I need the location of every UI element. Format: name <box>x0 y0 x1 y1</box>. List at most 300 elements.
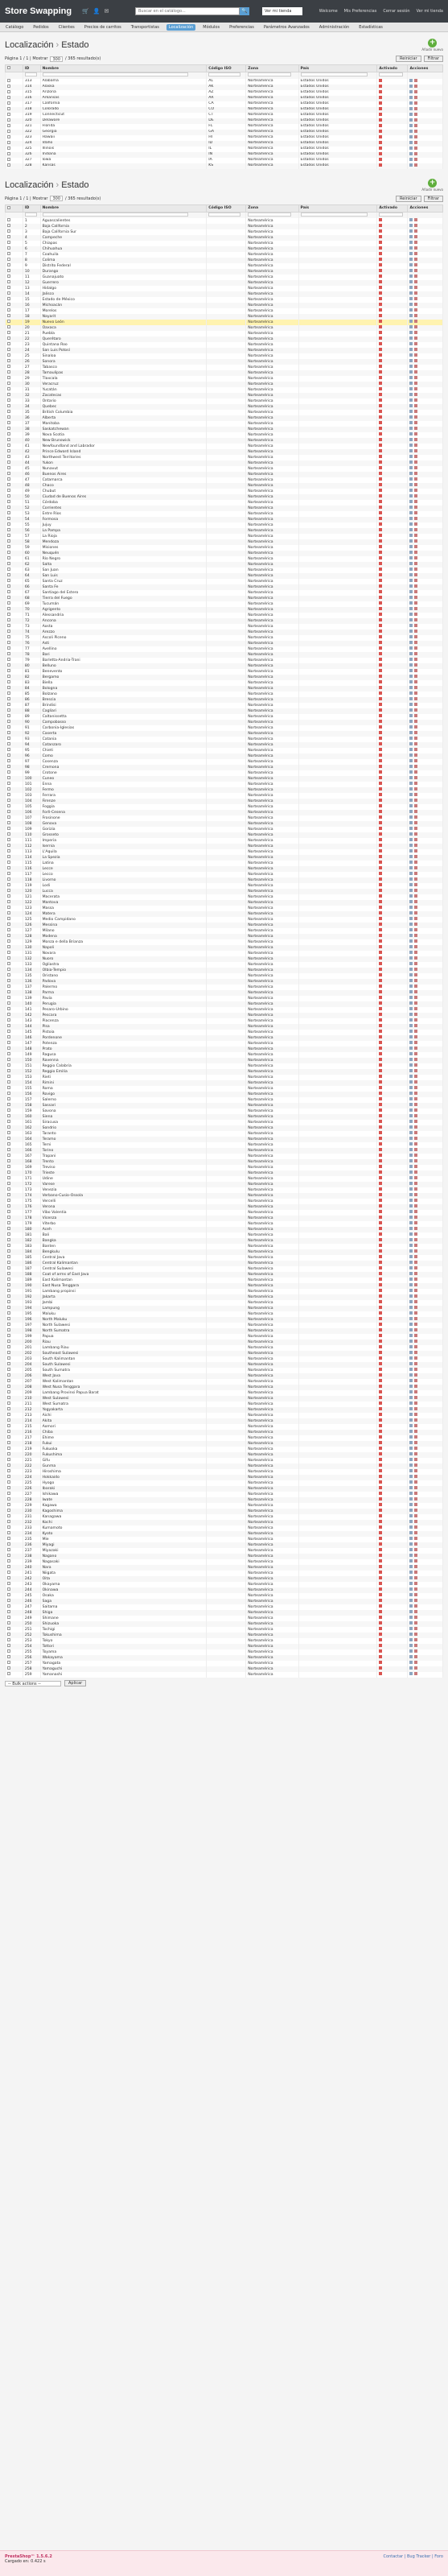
table-row[interactable] <box>6 1373 443 1379</box>
disabled-status-icon[interactable] <box>379 1644 382 1647</box>
disabled-status-icon[interactable] <box>379 968 382 971</box>
row-checkbox[interactable] <box>7 398 10 402</box>
delete-icon[interactable] <box>414 494 417 497</box>
table-row[interactable] <box>6 1486 443 1492</box>
disabled-status-icon[interactable] <box>379 1165 382 1168</box>
edit-icon[interactable] <box>409 844 413 847</box>
row-checkbox[interactable] <box>7 124 10 127</box>
disabled-status-icon[interactable] <box>379 1396 382 1399</box>
edit-icon[interactable] <box>409 962 413 965</box>
edit-icon[interactable] <box>409 449 413 452</box>
disabled-status-icon[interactable] <box>379 1097 382 1100</box>
disabled-status-icon[interactable] <box>379 951 382 954</box>
edit-icon[interactable] <box>409 291 413 295</box>
edit-icon[interactable] <box>409 534 413 537</box>
row-checkbox[interactable] <box>7 1413 10 1416</box>
disabled-status-icon[interactable] <box>379 556 382 559</box>
delete-icon[interactable] <box>414 353 417 357</box>
edit-icon[interactable] <box>409 759 413 762</box>
delete-icon[interactable] <box>414 1227 417 1230</box>
table-row[interactable] <box>6 90 443 96</box>
delete-icon[interactable] <box>414 517 417 520</box>
delete-icon[interactable] <box>414 596 417 599</box>
table-row[interactable] <box>6 1385 443 1390</box>
table-row[interactable] <box>6 579 443 584</box>
disabled-status-icon[interactable] <box>379 252 382 255</box>
edit-icon[interactable] <box>409 353 413 357</box>
delete-icon[interactable] <box>414 415 417 419</box>
edit-icon[interactable] <box>409 838 413 841</box>
delete-icon[interactable] <box>414 1542 417 1546</box>
delete-icon[interactable] <box>414 460 417 464</box>
row-checkbox[interactable] <box>7 928 10 931</box>
delete-icon[interactable] <box>414 968 417 971</box>
edit-icon[interactable] <box>409 365 413 368</box>
delete-icon[interactable] <box>414 370 417 374</box>
disabled-status-icon[interactable] <box>379 438 382 441</box>
table-row[interactable] <box>6 1480 443 1486</box>
edit-icon[interactable] <box>409 517 413 520</box>
disabled-status-icon[interactable] <box>379 1114 382 1117</box>
row-checkbox[interactable] <box>7 438 10 441</box>
select-all-checkbox[interactable] <box>7 66 10 69</box>
delete-icon[interactable] <box>414 584 417 588</box>
row-checkbox[interactable] <box>7 1278 10 1281</box>
row-checkbox[interactable] <box>7 1075 10 1078</box>
row-checkbox[interactable] <box>7 404 10 407</box>
table-row[interactable] <box>6 962 443 968</box>
disabled-status-icon[interactable] <box>379 652 382 655</box>
delete-icon[interactable] <box>414 1063 417 1067</box>
edit-icon[interactable] <box>409 1278 413 1281</box>
menu-item[interactable]: Catálogo <box>6 24 24 30</box>
delete-icon[interactable] <box>414 928 417 931</box>
edit-icon[interactable] <box>409 460 413 464</box>
row-checkbox[interactable] <box>7 1520 10 1523</box>
delete-icon[interactable] <box>414 1069 417 1072</box>
edit-icon[interactable] <box>409 1165 413 1168</box>
edit-icon[interactable] <box>409 1587 413 1591</box>
disabled-status-icon[interactable] <box>379 1187 382 1191</box>
delete-icon[interactable] <box>414 1559 417 1563</box>
row-checkbox[interactable] <box>7 990 10 993</box>
table-row[interactable] <box>6 1345 443 1351</box>
table-row[interactable] <box>6 714 443 720</box>
delete-icon[interactable] <box>414 1334 417 1337</box>
delete-icon[interactable] <box>414 1582 417 1585</box>
disabled-status-icon[interactable] <box>379 494 382 497</box>
delete-icon[interactable] <box>414 1548 417 1551</box>
table-row[interactable] <box>6 118 443 124</box>
edit-icon[interactable] <box>409 556 413 559</box>
table-row[interactable] <box>6 85 443 90</box>
delete-icon[interactable] <box>414 1244 417 1247</box>
row-checkbox[interactable] <box>7 336 10 340</box>
table-row[interactable] <box>6 365 443 370</box>
delete-icon[interactable] <box>414 124 417 127</box>
disabled-status-icon[interactable] <box>379 1086 382 1089</box>
delete-icon[interactable] <box>414 956 417 960</box>
edit-icon[interactable] <box>409 1024 413 1027</box>
row-checkbox[interactable] <box>7 1356 10 1360</box>
edit-icon[interactable] <box>409 1001 413 1005</box>
table-row[interactable] <box>6 398 443 404</box>
menu-item[interactable]: Clientes <box>58 24 75 30</box>
row-checkbox[interactable] <box>7 945 10 948</box>
row-checkbox[interactable] <box>7 810 10 813</box>
disabled-status-icon[interactable] <box>379 1232 382 1236</box>
table-row[interactable] <box>6 158 443 163</box>
table-row[interactable] <box>6 658 443 663</box>
delete-icon[interactable] <box>414 158 417 161</box>
disabled-status-icon[interactable] <box>379 353 382 357</box>
row-checkbox[interactable] <box>7 1046 10 1050</box>
edit-icon[interactable] <box>409 511 413 514</box>
disabled-status-icon[interactable] <box>379 286 382 289</box>
row-checkbox[interactable] <box>7 1475 10 1478</box>
disabled-status-icon[interactable] <box>379 1576 382 1579</box>
disabled-status-icon[interactable] <box>379 1018 382 1022</box>
table-row[interactable] <box>6 703 443 708</box>
delete-icon[interactable] <box>414 163 417 167</box>
table-row[interactable] <box>6 534 443 539</box>
disabled-status-icon[interactable] <box>379 235 382 238</box>
edit-icon[interactable] <box>409 1514 413 1517</box>
delete-icon[interactable] <box>414 511 417 514</box>
row-checkbox[interactable] <box>7 1097 10 1100</box>
delete-icon[interactable] <box>414 314 417 317</box>
table-row[interactable] <box>6 1469 443 1475</box>
table-row[interactable] <box>6 731 443 737</box>
row-checkbox[interactable] <box>7 1131 10 1134</box>
edit-icon[interactable] <box>409 1266 413 1269</box>
delete-icon[interactable] <box>414 1497 417 1501</box>
edit-icon[interactable] <box>409 466 413 469</box>
edit-icon[interactable] <box>409 489 413 492</box>
edit-icon[interactable] <box>409 1492 413 1495</box>
delete-icon[interactable] <box>414 1289 417 1292</box>
edit-icon[interactable] <box>409 1080 413 1084</box>
row-checkbox[interactable] <box>7 455 10 458</box>
disabled-status-icon[interactable] <box>379 1492 382 1495</box>
menu-item[interactable]: Administración <box>319 24 350 30</box>
table-row[interactable] <box>6 877 443 883</box>
row-checkbox[interactable] <box>7 793 10 796</box>
table-row[interactable] <box>6 1300 443 1306</box>
row-checkbox[interactable] <box>7 1638 10 1641</box>
delete-icon[interactable] <box>414 1616 417 1619</box>
delete-icon[interactable] <box>414 1199 417 1202</box>
row-checkbox[interactable] <box>7 1649 10 1653</box>
disabled-status-icon[interactable] <box>379 703 382 706</box>
table-row[interactable] <box>6 1396 443 1402</box>
table-row[interactable] <box>6 224 443 229</box>
edit-icon[interactable] <box>409 427 413 430</box>
edit-icon[interactable] <box>409 1424 413 1427</box>
delete-icon[interactable] <box>414 1131 417 1134</box>
disabled-status-icon[interactable] <box>379 1509 382 1512</box>
row-checkbox[interactable] <box>7 314 10 317</box>
table-row[interactable] <box>6 1649 443 1655</box>
disabled-status-icon[interactable] <box>379 308 382 312</box>
disabled-status-icon[interactable] <box>379 113 382 116</box>
row-checkbox[interactable] <box>7 641 10 644</box>
table-row[interactable] <box>6 652 443 658</box>
table-row[interactable] <box>6 331 443 336</box>
edit-icon[interactable] <box>409 1385 413 1388</box>
row-checkbox[interactable] <box>7 686 10 689</box>
edit-icon[interactable] <box>409 968 413 971</box>
edit-icon[interactable] <box>409 1497 413 1501</box>
table-row[interactable] <box>6 1542 443 1548</box>
disabled-status-icon[interactable] <box>379 1193 382 1196</box>
edit-icon[interactable] <box>409 130 413 133</box>
delete-icon[interactable] <box>414 545 417 548</box>
disabled-status-icon[interactable] <box>379 686 382 689</box>
table-row[interactable] <box>6 680 443 686</box>
delete-icon[interactable] <box>414 1587 417 1591</box>
table-row[interactable] <box>6 1306 443 1311</box>
row-checkbox[interactable] <box>7 449 10 452</box>
row-checkbox[interactable] <box>7 1125 10 1129</box>
disabled-status-icon[interactable] <box>379 1351 382 1354</box>
row-checkbox[interactable] <box>7 703 10 706</box>
delete-icon[interactable] <box>414 675 417 678</box>
disabled-status-icon[interactable] <box>379 1266 382 1269</box>
delete-icon[interactable] <box>414 1340 417 1343</box>
disabled-status-icon[interactable] <box>379 579 382 582</box>
disabled-status-icon[interactable] <box>379 359 382 362</box>
edit-icon[interactable] <box>409 398 413 402</box>
table-row[interactable] <box>6 432 443 438</box>
table-row[interactable] <box>6 438 443 444</box>
edit-icon[interactable] <box>409 1666 413 1670</box>
table-row[interactable] <box>6 517 443 522</box>
delete-icon[interactable] <box>414 923 417 926</box>
delete-icon[interactable] <box>414 1306 417 1309</box>
edit-icon[interactable] <box>409 404 413 407</box>
edit-icon[interactable] <box>409 477 413 481</box>
delete-icon[interactable] <box>414 708 417 712</box>
row-checkbox[interactable] <box>7 1317 10 1320</box>
delete-icon[interactable] <box>414 130 417 133</box>
table-row[interactable] <box>6 101 443 107</box>
delete-icon[interactable] <box>414 900 417 903</box>
row-checkbox[interactable] <box>7 1402 10 1405</box>
delete-icon[interactable] <box>414 1125 417 1129</box>
delete-icon[interactable] <box>414 1165 417 1168</box>
disabled-status-icon[interactable] <box>379 522 382 526</box>
disabled-status-icon[interactable] <box>379 911 382 914</box>
table-row[interactable] <box>6 883 443 889</box>
table-row[interactable] <box>6 1413 443 1418</box>
row-checkbox[interactable] <box>7 985 10 988</box>
table-row[interactable] <box>6 1447 443 1452</box>
disabled-status-icon[interactable] <box>379 1599 382 1602</box>
disabled-status-icon[interactable] <box>379 291 382 295</box>
row-checkbox[interactable] <box>7 573 10 576</box>
table-row[interactable] <box>6 1672 443 1678</box>
delete-icon[interactable] <box>414 697 417 700</box>
row-checkbox[interactable] <box>7 280 10 283</box>
edit-icon[interactable] <box>409 472 413 475</box>
row-checkbox[interactable] <box>7 759 10 762</box>
table-row[interactable] <box>6 410 443 415</box>
edit-icon[interactable] <box>409 584 413 588</box>
delete-icon[interactable] <box>414 85 417 88</box>
row-checkbox[interactable] <box>7 152 10 155</box>
row-checkbox[interactable] <box>7 877 10 881</box>
table-row[interactable] <box>6 1644 443 1649</box>
disabled-status-icon[interactable] <box>379 320 382 323</box>
delete-icon[interactable] <box>414 286 417 289</box>
table-row[interactable] <box>6 511 443 517</box>
edit-icon[interactable] <box>409 1356 413 1360</box>
disabled-status-icon[interactable] <box>379 1587 382 1591</box>
delete-icon[interactable] <box>414 889 417 892</box>
delete-icon[interactable] <box>414 1610 417 1613</box>
delete-icon[interactable] <box>414 1458 417 1461</box>
row-checkbox[interactable] <box>7 731 10 734</box>
edit-icon[interactable] <box>409 1469 413 1472</box>
row-checkbox[interactable] <box>7 968 10 971</box>
row-checkbox[interactable] <box>7 1238 10 1241</box>
row-checkbox[interactable] <box>7 1661 10 1664</box>
row-checkbox[interactable] <box>7 630 10 633</box>
row-checkbox[interactable] <box>7 1559 10 1563</box>
table-row[interactable] <box>6 303 443 308</box>
edit-icon[interactable] <box>409 652 413 655</box>
delete-icon[interactable] <box>414 235 417 238</box>
row-checkbox[interactable] <box>7 1435 10 1439</box>
disabled-status-icon[interactable] <box>379 1216 382 1219</box>
delete-icon[interactable] <box>414 861 417 864</box>
menu-item[interactable]: Pedidos <box>33 24 49 30</box>
top-link-welcome[interactable]: Welcome <box>319 9 338 14</box>
disabled-status-icon[interactable] <box>379 325 382 328</box>
disabled-status-icon[interactable] <box>379 1030 382 1033</box>
delete-icon[interactable] <box>414 1137 417 1140</box>
row-checkbox[interactable] <box>7 956 10 960</box>
row-checkbox[interactable] <box>7 421 10 424</box>
table-row[interactable] <box>6 545 443 551</box>
edit-icon[interactable] <box>409 1396 413 1399</box>
add-new-button[interactable]: + Añadir nuevo <box>421 39 443 52</box>
table-row[interactable] <box>6 147 443 152</box>
delete-icon[interactable] <box>414 1030 417 1033</box>
delete-icon[interactable] <box>414 1621 417 1624</box>
delete-icon[interactable] <box>414 1103 417 1106</box>
table-row[interactable] <box>6 945 443 951</box>
edit-icon[interactable] <box>409 815 413 819</box>
table-row[interactable] <box>6 804 443 810</box>
disabled-status-icon[interactable] <box>379 934 382 937</box>
edit-icon[interactable] <box>409 911 413 914</box>
table-row[interactable] <box>6 1013 443 1018</box>
row-checkbox[interactable] <box>7 1323 10 1326</box>
row-checkbox[interactable] <box>7 1199 10 1202</box>
edit-icon[interactable] <box>409 1542 413 1546</box>
delete-icon[interactable] <box>414 1232 417 1236</box>
table-row[interactable] <box>6 725 443 731</box>
row-checkbox[interactable] <box>7 1035 10 1038</box>
row-checkbox[interactable] <box>7 79 10 82</box>
delete-icon[interactable] <box>414 1283 417 1286</box>
disabled-status-icon[interactable] <box>379 799 382 802</box>
table-row[interactable] <box>6 663 443 669</box>
delete-icon[interactable] <box>414 624 417 627</box>
edit-icon[interactable] <box>409 1486 413 1489</box>
table-row[interactable] <box>6 1097 443 1103</box>
delete-icon[interactable] <box>414 742 417 745</box>
row-checkbox[interactable] <box>7 584 10 588</box>
disabled-status-icon[interactable] <box>379 759 382 762</box>
delete-icon[interactable] <box>414 534 417 537</box>
edit-icon[interactable] <box>409 241 413 244</box>
row-checkbox[interactable] <box>7 635 10 638</box>
row-checkbox[interactable] <box>7 1621 10 1624</box>
delete-icon[interactable] <box>414 331 417 334</box>
delete-icon[interactable] <box>414 894 417 898</box>
delete-icon[interactable] <box>414 1024 417 1027</box>
edit-icon[interactable] <box>409 415 413 419</box>
table-row[interactable] <box>6 1424 443 1430</box>
row-checkbox[interactable] <box>7 979 10 982</box>
table-row[interactable] <box>6 849 443 855</box>
table-row[interactable] <box>6 1232 443 1238</box>
edit-icon[interactable] <box>409 1435 413 1439</box>
row-checkbox[interactable] <box>7 1204 10 1208</box>
row-checkbox[interactable] <box>7 1351 10 1354</box>
table-row[interactable] <box>6 163 443 169</box>
row-checkbox[interactable] <box>7 500 10 503</box>
disabled-status-icon[interactable] <box>379 1176 382 1179</box>
edit-icon[interactable] <box>409 1520 413 1523</box>
row-checkbox[interactable] <box>7 1604 10 1608</box>
row-checkbox[interactable] <box>7 1672 10 1675</box>
disabled-status-icon[interactable] <box>379 731 382 734</box>
delete-icon[interactable] <box>414 849 417 852</box>
row-checkbox[interactable] <box>7 708 10 712</box>
delete-icon[interactable] <box>414 985 417 988</box>
disabled-status-icon[interactable] <box>379 152 382 155</box>
disabled-status-icon[interactable] <box>379 607 382 610</box>
row-checkbox[interactable] <box>7 308 10 312</box>
disabled-status-icon[interactable] <box>379 534 382 537</box>
edit-icon[interactable] <box>409 714 413 717</box>
table-row[interactable] <box>6 130 443 135</box>
disabled-status-icon[interactable] <box>379 432 382 436</box>
disabled-status-icon[interactable] <box>379 517 382 520</box>
table-row[interactable] <box>6 613 443 618</box>
column-header[interactable]: Activado <box>377 204 408 212</box>
search-button[interactable]: 🔍 <box>240 7 249 15</box>
table-row[interactable] <box>6 280 443 286</box>
edit-icon[interactable] <box>409 1063 413 1067</box>
edit-icon[interactable] <box>409 618 413 621</box>
delete-icon[interactable] <box>414 449 417 452</box>
table-row[interactable] <box>6 1272 443 1278</box>
delete-icon[interactable] <box>414 241 417 244</box>
edit-icon[interactable] <box>409 770 413 774</box>
row-checkbox[interactable] <box>7 376 10 379</box>
table-row[interactable] <box>6 906 443 911</box>
delete-icon[interactable] <box>414 1385 417 1388</box>
disabled-status-icon[interactable] <box>379 1340 382 1343</box>
disabled-status-icon[interactable] <box>379 1633 382 1636</box>
table-row[interactable] <box>6 466 443 472</box>
table-row[interactable] <box>6 325 443 331</box>
